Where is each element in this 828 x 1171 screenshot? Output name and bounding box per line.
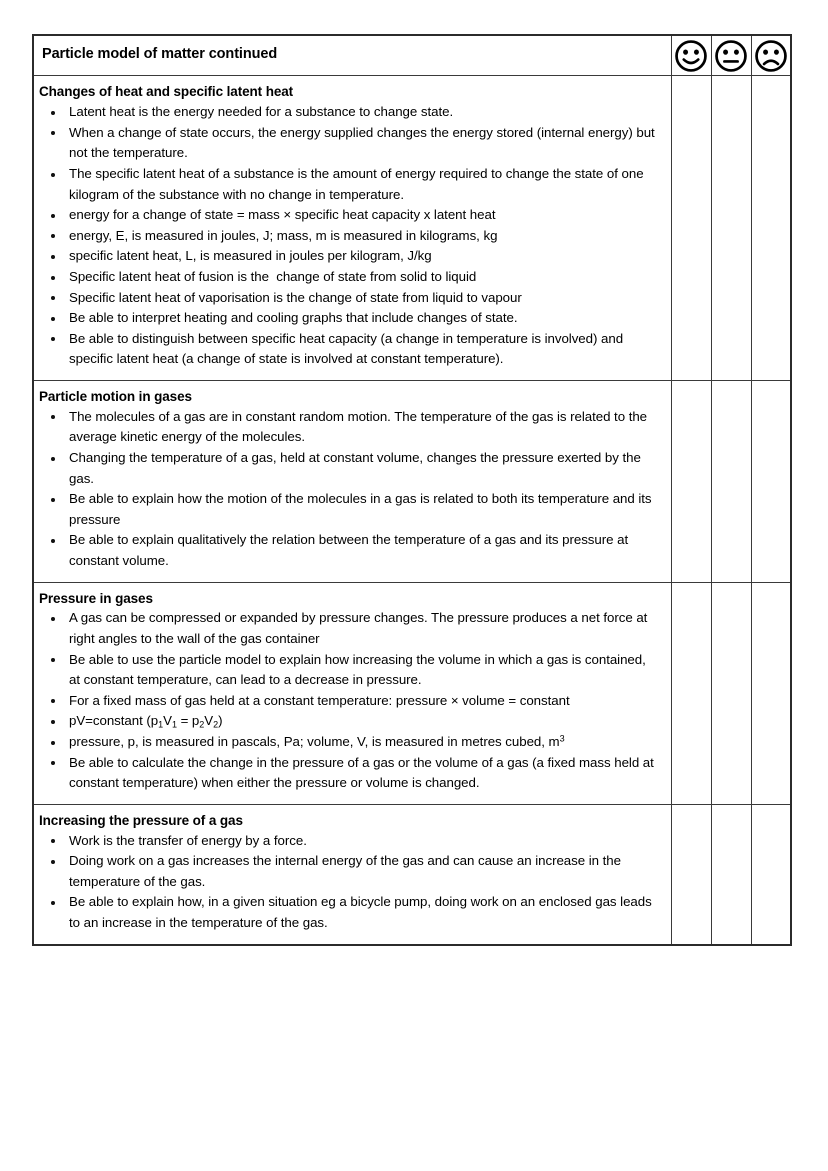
bullet-item: Specific latent heat of fusion is the change of state from solid to liquid: [36, 267, 659, 288]
section-title: Increasing the pressure of a gas: [39, 812, 243, 828]
bullet-item: Specific latent heat of vaporisation is the change of state from liquid to vapour: [36, 288, 659, 309]
neutral-face-icon: [714, 39, 748, 73]
rating-column-sad[interactable]: [751, 35, 791, 76]
section-content-cell: [33, 380, 671, 582]
section-content-cell: [33, 582, 671, 804]
section-content-cell: [33, 76, 671, 381]
bullet-item: specific latent heat, L, is measured in joules per kilogram, J/kg: [36, 246, 659, 267]
bullet-item: Be able to distinguish between specific heat capacity (a change in temperature is involved) and specific latent heat (a change of state is involved at constant temperature).: [36, 329, 659, 370]
checklist-header-row: [33, 35, 791, 76]
bullet-item: Doing work on a gas increases the internal energy of the gas and can cause an increase in the temperature of the gas.: [36, 851, 659, 892]
section-title: Pressure in gases: [39, 590, 153, 606]
happy-face-icon: [674, 39, 708, 73]
tick-cell-sad[interactable]: [751, 380, 791, 582]
checklist-section-row: [33, 76, 791, 381]
bullet-item: Changing the temperature of a gas, held at constant volume, changes the pressure exerted by the gas.: [36, 448, 659, 489]
section-bullet-list: [36, 102, 659, 370]
tick-cell-sad[interactable]: [751, 76, 791, 381]
bullet-item: Be able to use the particle model to explain how increasing the volume in which a gas is contained, at constant temperature, can lead to a decrease in pressure.: [36, 650, 659, 691]
tick-cell-neutral[interactable]: [711, 76, 751, 381]
rating-column-happy[interactable]: [671, 35, 711, 76]
section-bullet-list: [36, 608, 659, 793]
bullet-item: Be able to explain how, in a given situation eg a bicycle pump, doing work on an enclosed gas leads to an increase in the temperature of the gas.: [36, 892, 659, 933]
tick-cell-happy[interactable]: [671, 76, 711, 381]
bullet-item: energy, E, is measured in joules, J; mass, m is measured in kilograms, kg: [36, 226, 659, 247]
bullet-item: energy for a change of state = mass × specific heat capacity x latent heat: [36, 205, 659, 226]
tick-cell-happy[interactable]: [671, 582, 711, 804]
checklist-section-row: [33, 582, 791, 804]
tick-cell-happy[interactable]: [671, 804, 711, 944]
section-title: Changes of heat and specific latent heat: [39, 84, 294, 100]
section-content-cell: [33, 804, 671, 944]
bullet-item: Be able to explain qualitatively the relation between the temperature of a gas and its pressure at constant volume.: [36, 530, 659, 571]
bullet-item: Work is the transfer of energy by a force.: [36, 831, 659, 852]
rating-column-neutral[interactable]: [711, 35, 751, 76]
tick-cell-neutral[interactable]: [711, 582, 751, 804]
page-title: Particle model of matter continued: [42, 46, 278, 62]
bullet-item: The molecules of a gas are in constant random motion. The temperature of the gas is related to the average kinetic energy of the molecules.: [36, 407, 659, 448]
section-bullet-list: [36, 831, 659, 934]
tick-cell-neutral[interactable]: [711, 380, 751, 582]
bullet-item: Be able to explain how the motion of the molecules in a gas is related to both its temperature and its pressure: [36, 489, 659, 530]
bullet-item: For a fixed mass of gas held at a constant temperature: pressure × volume = constant: [36, 691, 659, 712]
section-title: Particle motion in gases: [39, 388, 192, 404]
sad-face-icon: [754, 39, 788, 73]
checklist-section-row: [33, 804, 791, 944]
bullet-item: pV=constant $(p_1V_1 = p_2V_2)$: [36, 711, 659, 732]
section-bullet-list: [36, 407, 659, 572]
revision-checklist-table: [32, 34, 792, 946]
bullet-item: Be able to interpret heating and cooling graphs that include changes of state.: [36, 308, 659, 329]
checklist-body: [33, 35, 791, 945]
bullet-item: When a change of state occurs, the energy supplied changes the energy stored (internal energy) but not the temperature.: [36, 123, 659, 164]
tick-cell-sad[interactable]: [751, 582, 791, 804]
header-title-cell: [33, 35, 671, 76]
checklist-section-row: [33, 380, 791, 582]
bullet-item: Be able to calculate the change in the pressure of a gas or the volume of a gas (a fixed mass held at constant temperature) when either the pressure or volume is changed.: [36, 753, 659, 794]
tick-cell-happy[interactable]: [671, 380, 711, 582]
bullet-item: Latent heat is the energy needed for a substance to change state.: [36, 102, 659, 123]
bullet-item: The specific latent heat of a substance is the amount of energy required to change the state of one kilogram of the substance with no change in temperature.: [36, 164, 659, 205]
bullet-item: A gas can be compressed or expanded by pressure changes. The pressure produces a net force at right angles to the wall of the gas container: [36, 608, 659, 649]
tick-cell-neutral[interactable]: [711, 804, 751, 944]
bullet-item: pressure, p, is measured in pascals, Pa; volume, V, is measured in metres cubed, $m^3$: [36, 732, 659, 753]
tick-cell-sad[interactable]: [751, 804, 791, 944]
